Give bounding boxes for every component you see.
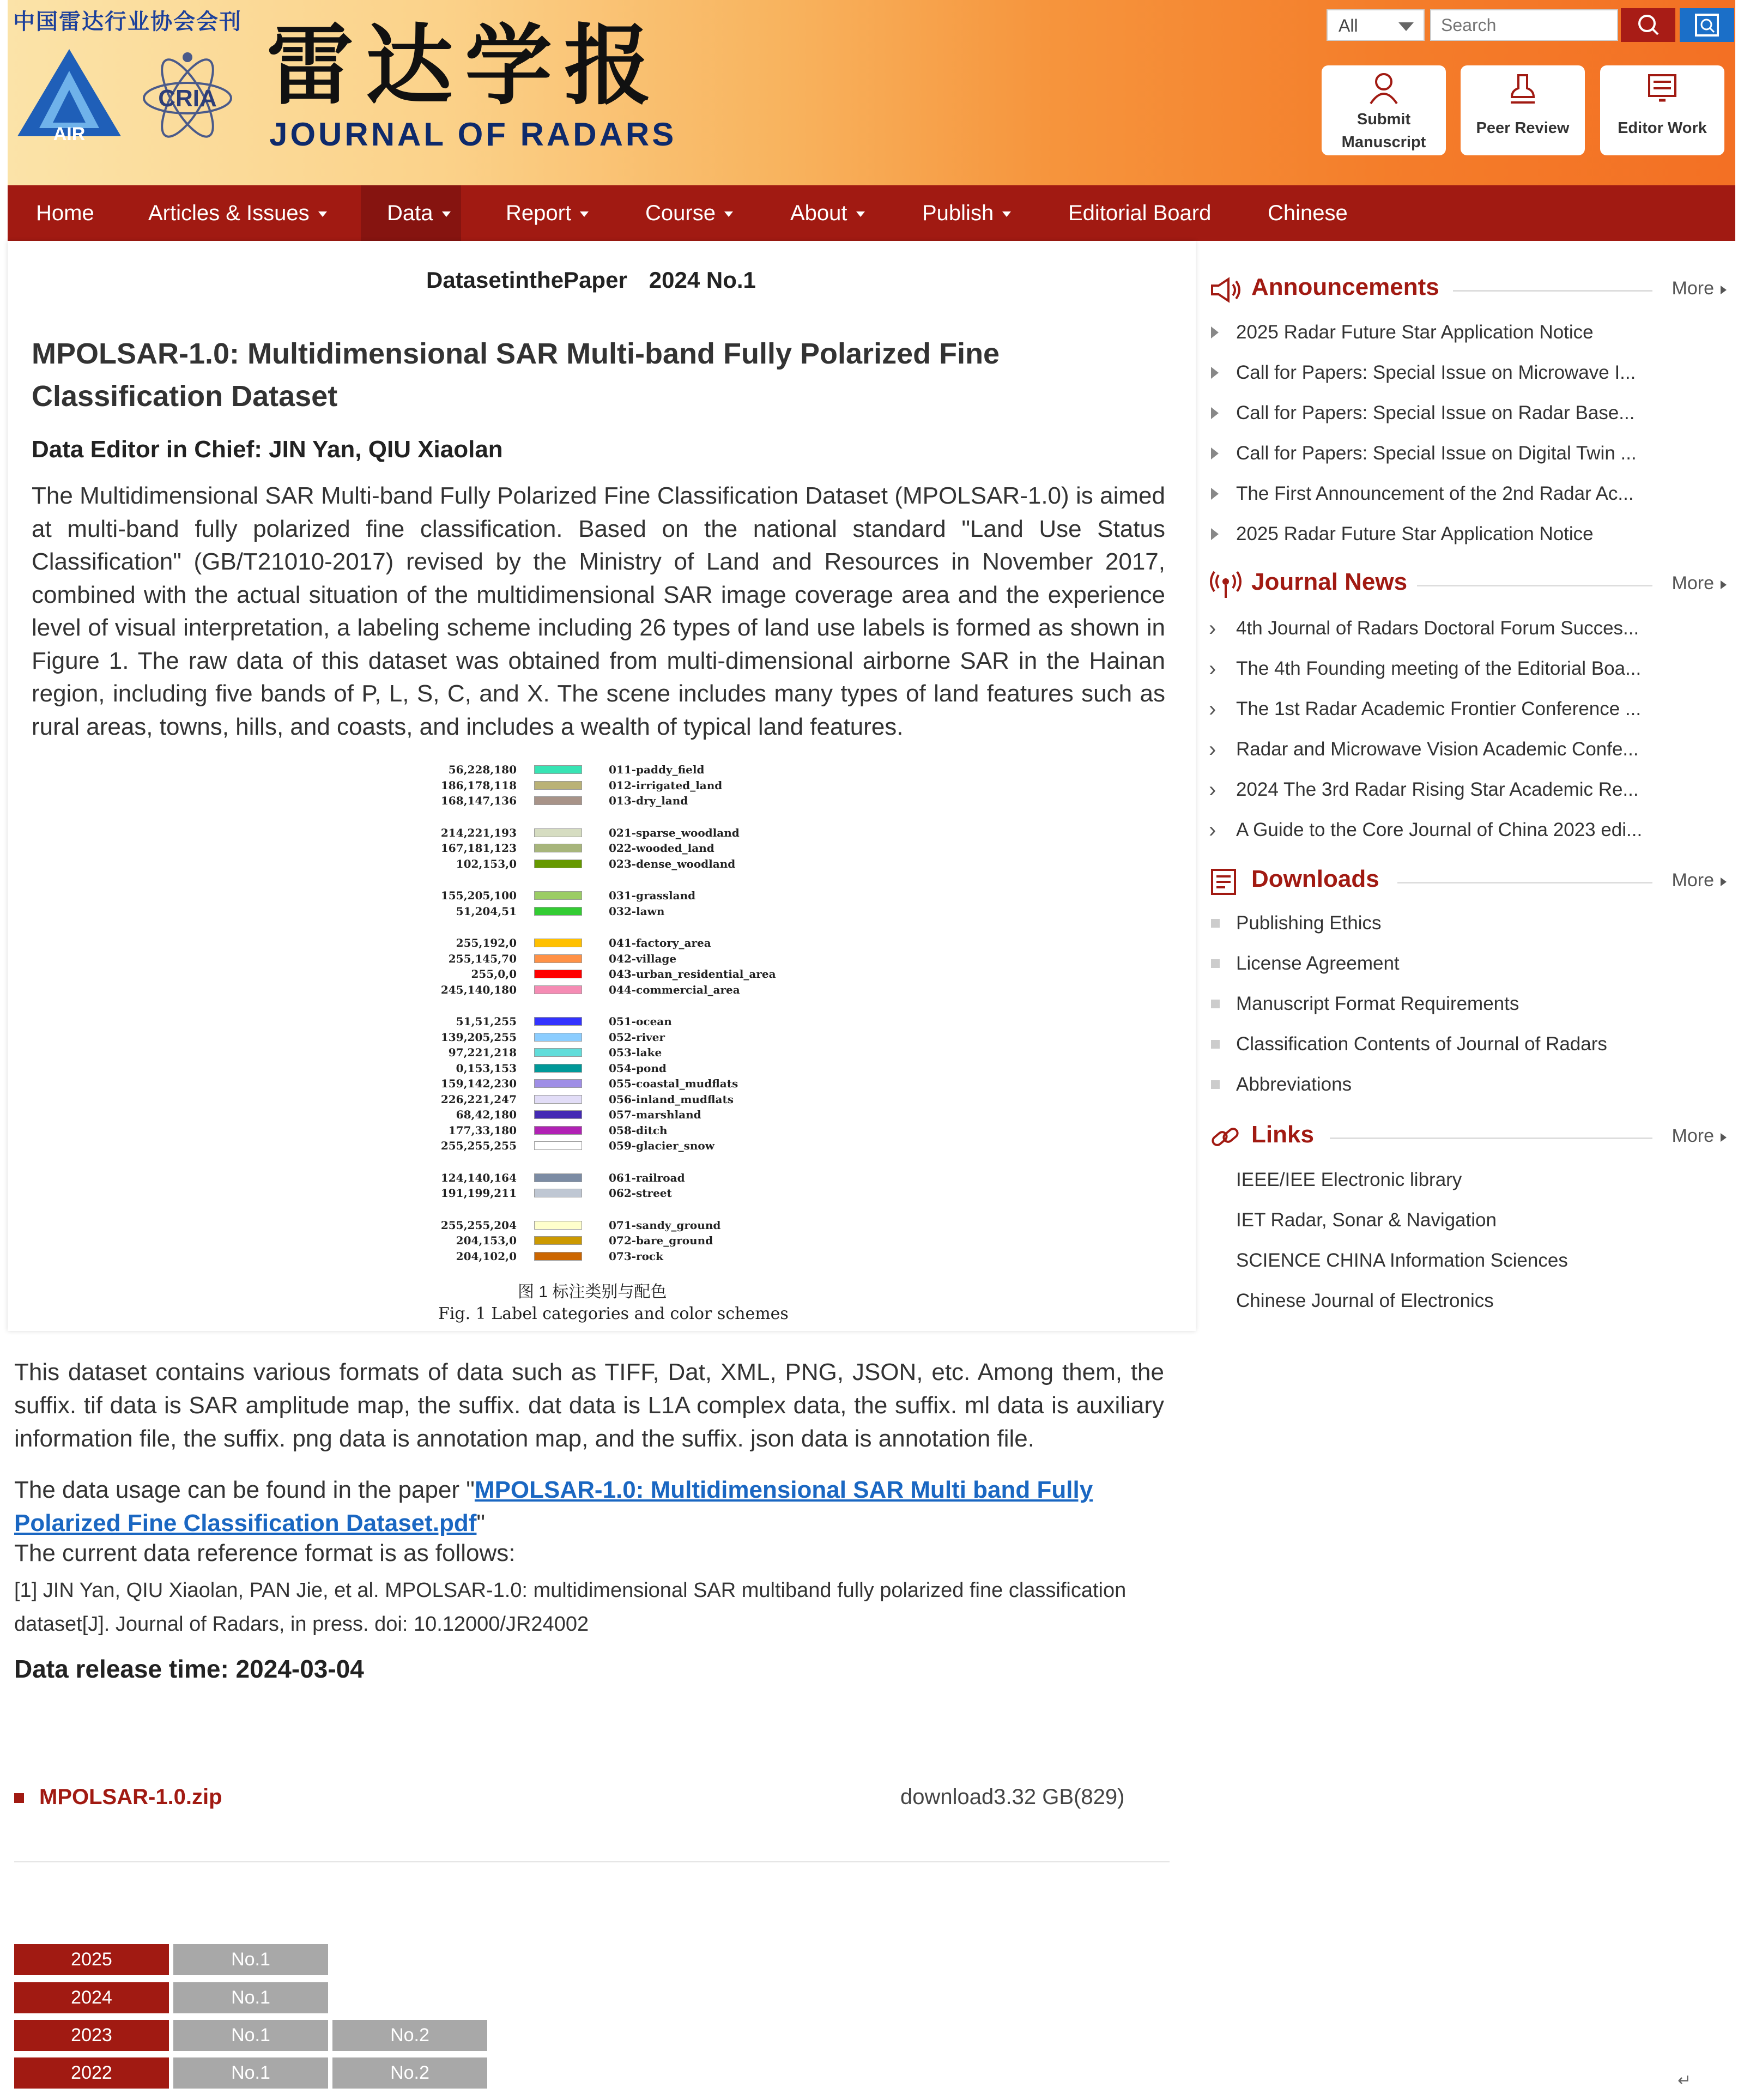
caret-down-icon: [1002, 211, 1011, 217]
legend-rgb-value: 168,147,136: [440, 794, 517, 807]
divider: [1397, 882, 1652, 883]
legend-row: [425, 1250, 807, 1263]
legend-rgb-value: 51,51,255: [456, 1015, 517, 1028]
triangle-right-icon: [1721, 877, 1727, 886]
bullet-icon: [14, 1793, 24, 1803]
nav-data[interactable]: [361, 185, 461, 241]
caret-down-icon: [580, 211, 589, 217]
document-icon: [1209, 868, 1243, 896]
paper-pdf-link[interactable]: MPOLSAR-1.0: Multidimensional SAR Multi band Fully Polarized Fine Classification Dataset.pdf: [14, 1476, 1093, 1536]
triangle-right-icon: [1211, 367, 1219, 379]
reference-citation: [1] JIN Yan, QIU Xiaolan, PAN Jie, et al. MPOLSAR-1.0: multidimensional SAR multiband fully polarized fine classification dataset[J]. Journal of Radars, in press. doi: 10.12000/JR24002: [14, 1579, 1127, 1636]
legend-color-swatch: [534, 1252, 582, 1261]
legend-row: [425, 1219, 807, 1232]
legend-row: [425, 826, 807, 839]
year-2022-button[interactable]: 2022: [14, 2057, 169, 2089]
legend-color-swatch: [534, 985, 582, 994]
year-2025-button[interactable]: 2025: [14, 1944, 169, 1975]
legend-row: [425, 1062, 807, 1075]
peer-review-button[interactable]: [1461, 65, 1585, 155]
legend-label-name: 071-sandy_ground: [609, 1218, 721, 1232]
air-logo[interactable]: [12, 46, 126, 142]
dataset-download-link[interactable]: MPOLSAR-1.0.zip: [39, 1785, 222, 1809]
chevron-right-icon: ›: [1209, 697, 1216, 721]
bullet-icon: [1211, 1080, 1220, 1089]
nav-course-label: Course: [645, 201, 716, 225]
news-title: Journal News: [1251, 568, 1408, 595]
news-item[interactable]: A Guide to the Core Journal of China 2023 edi...: [1236, 819, 1643, 840]
air-logo-text: AIR: [53, 124, 86, 142]
legend-rgb-value: 255,192,0: [456, 936, 517, 949]
nav-publish-label: Publish: [922, 201, 994, 225]
label-figure: [425, 763, 807, 1330]
triangle-right-icon: [1211, 447, 1219, 459]
announcement-item[interactable]: Call for Papers: Special Issue on Radar Base...: [1236, 402, 1635, 423]
megaphone-icon: [1209, 276, 1243, 304]
association-label: 中国雷达行业协会会刊: [13, 10, 242, 34]
legend-rgb-value: 167,181,123: [440, 842, 517, 855]
broadcast-icon: [1209, 571, 1243, 599]
formats-paragraph: This dataset contains various formats of data such as TIFF, Dat, XML, PNG, JSON, etc. Among them, the suffix. tif data is SAR amplitude map, the suffix. dat data is L1A complex data, the suffix. ml data is auxiliary information file, the suffix. png data is annotation map, and the suffix. json data is annotation file.: [14, 1359, 1164, 1452]
legend-row: [425, 1171, 807, 1184]
legend-label-name: 054-pond: [609, 1061, 667, 1075]
legend-label-name: 062-street: [609, 1187, 672, 1200]
issue-button[interactable]: No.1: [173, 1982, 328, 2013]
bullet-icon: [1211, 919, 1220, 928]
category-label[interactable]: DatasetinthePaper: [426, 267, 627, 293]
legend-rgb-value: 191,199,211: [440, 1187, 517, 1200]
legend-color-swatch: [534, 844, 582, 852]
legend-rgb-value: 102,153,0: [456, 857, 517, 870]
legend-color-swatch: [534, 1048, 582, 1057]
legend-color-swatch: [534, 796, 582, 805]
triangle-right-icon: [1211, 488, 1219, 500]
caret-down-icon: [318, 211, 327, 217]
usage-prefix: The data usage can be found in the paper ": [14, 1476, 475, 1503]
legend-color-swatch: [534, 970, 582, 978]
news-item[interactable]: The 1st Radar Academic Frontier Conference ...: [1236, 698, 1642, 719]
chevron-right-icon: ›: [1209, 737, 1216, 761]
issue-label[interactable]: 2024 No.1: [649, 267, 756, 293]
peer-review-label: Peer Review: [1476, 119, 1570, 137]
legend-rgb-value: 97,221,218: [448, 1046, 517, 1059]
editor-icon: [1646, 72, 1679, 106]
bullet-icon: [1211, 1040, 1220, 1049]
announcements-header: [1209, 274, 1727, 306]
legend-row: [425, 1077, 807, 1090]
usage-suffix: ": [476, 1510, 486, 1536]
download-item[interactable]: Classification Contents of Journal of Radars: [1236, 1033, 1607, 1055]
issue-button[interactable]: No.2: [332, 2020, 487, 2051]
dataset-abstract: The Multidimensional SAR Multi-band Fully Polarized Fine Classification Dataset (MPOLSAR-1.0) is aimed at multi-band fully polarized fine classification. Based on the national standard "Land Use Status Classification" (GB/T21010-2017) revised by the Ministry of Land and Resources in November 2017, combined with the actual situation of the multidimensional SAR image coverage area and the experience level of visual interpretation, a labeling scheme including 26 types of land use labels is formed as shown in Figure 1. The raw data of this dataset was obtained from multi-dimensional airborne SAR in the Hainan region, including five bands of P, L, S, C, and X. The scene includes many types of land features such as rural areas, towns, hills, and coasts, and includes a wealth of typical land features.: [32, 482, 1165, 740]
triangle-right-icon: [1211, 528, 1219, 540]
advanced-search-icon: [1680, 8, 1734, 42]
legend-rgb-value: 159,142,230: [440, 1077, 517, 1090]
chevron-down-icon: [1398, 22, 1414, 31]
nav-editorial-label: Editorial Board: [1068, 201, 1212, 225]
legend-row: [425, 936, 807, 949]
announcements-more-link[interactable]: [1672, 278, 1727, 299]
legend-rgb-value: 124,140,164: [440, 1171, 517, 1184]
more-label: More: [1672, 278, 1714, 299]
download-item[interactable]: Manuscript Format Requirements: [1236, 993, 1519, 1014]
download-item[interactable]: Publishing Ethics: [1236, 912, 1382, 934]
legend-color-swatch: [534, 1064, 582, 1073]
download-item[interactable]: Abbreviations: [1236, 1074, 1352, 1095]
legend-rgb-value: 204,102,0: [456, 1249, 517, 1263]
year-2024-button[interactable]: 2024: [14, 1982, 169, 2013]
announcement-item[interactable]: The First Announcement of the 2nd Radar Ac...: [1236, 483, 1634, 504]
legend-rgb-value: 255,145,70: [448, 952, 517, 965]
legend-label-name: 022-wooded_land: [609, 842, 714, 855]
figure-caption-cn: 图 1 标注类别与配色: [518, 1283, 667, 1301]
chevron-right-icon: ›: [1209, 778, 1216, 802]
nav-data-label: Data: [387, 201, 433, 225]
legend-color-swatch: [534, 1236, 582, 1245]
nav-about-label: About: [790, 201, 847, 225]
triangle-right-icon: [1211, 326, 1219, 338]
legend-rgb-value: 226,221,247: [440, 1092, 517, 1106]
news-header: [1209, 568, 1727, 601]
divider: [1417, 585, 1652, 586]
nav-home-label: Home: [36, 201, 94, 225]
dataset-title: MPOLSAR-1.0: Multidimensional SAR Multi-band Fully Polarized Fine Classification Dataset: [32, 337, 1000, 413]
year-2023-button[interactable]: 2023: [14, 2020, 169, 2051]
cria-logo[interactable]: [141, 46, 234, 144]
download-item[interactable]: License Agreement: [1236, 953, 1400, 974]
legend-color-swatch: [534, 1173, 582, 1182]
bullet-icon: [1211, 959, 1220, 968]
submit-label-1: Submit: [1357, 111, 1411, 128]
legend-label-name: 044-commercial_area: [609, 983, 740, 996]
data-editor: Data Editor in Chief: JIN Yan, QIU Xiaolan: [32, 436, 503, 463]
search-scope-value: All: [1339, 16, 1358, 35]
downloads-header: [1209, 866, 1727, 898]
legend-row: [425, 857, 807, 870]
main-nav: [8, 185, 1735, 241]
editor-work-label: Editor Work: [1618, 119, 1707, 137]
announcement-item[interactable]: Call for Papers: Special Issue on Digital Twin ...: [1236, 443, 1637, 464]
news-item[interactable]: 4th Journal of Radars Doctoral Forum Succes...: [1236, 618, 1639, 639]
legend-rgb-value: 155,205,100: [440, 889, 517, 902]
triangle-right-icon: [1721, 580, 1727, 589]
legend-rgb-value: 177,33,180: [448, 1123, 517, 1137]
return-mark: ↵: [1678, 2072, 1692, 2090]
search-input[interactable]: [1430, 9, 1618, 41]
legend-label-name: 061-railroad: [609, 1171, 685, 1184]
legend-row: [425, 1234, 807, 1247]
announcements-title: Announcements: [1251, 274, 1439, 300]
nav-home[interactable]: [36, 185, 94, 241]
caret-down-icon: [442, 211, 451, 217]
legend-color-swatch: [534, 860, 582, 868]
release-time: Data release time: 2024-03-04: [14, 1655, 364, 1683]
link-icon: [1209, 1123, 1243, 1152]
legend-color-swatch: [534, 954, 582, 963]
triangle-right-icon: [1721, 1133, 1727, 1142]
reference-intro: The current data reference format is as follows:: [14, 1540, 516, 1566]
legend-label-name: 031-grassland: [609, 889, 696, 902]
more-label: More: [1672, 870, 1714, 891]
legend-color-swatch: [534, 891, 582, 900]
figure-caption-en: Fig. 1 Label categories and color schemes: [438, 1304, 789, 1323]
nav-editorial-board[interactable]: [1068, 185, 1211, 241]
legend-label-name: 055-coastal_mudflats: [609, 1077, 738, 1090]
legend-color-swatch: [534, 765, 582, 774]
links-more-link[interactable]: [1672, 1125, 1727, 1147]
legend-color-swatch: [534, 1110, 582, 1119]
legend-rgb-value: 0,153,153: [456, 1061, 517, 1075]
nav-articles-label: Articles & Issues: [148, 201, 310, 225]
search-scope-select[interactable]: [1327, 9, 1425, 41]
legend-rgb-value: 139,205,255: [440, 1030, 517, 1044]
reviewer-icon: [1506, 72, 1539, 106]
external-link-item[interactable]: IEEE/IEE Electronic library: [1236, 1169, 1462, 1190]
legend-row: [425, 1031, 807, 1044]
divider: [14, 1861, 1170, 1862]
legend-color-swatch: [534, 1126, 582, 1135]
legend-label-name: 043-urban_residential_area: [609, 967, 776, 981]
nav-chinese-label: Chinese: [1268, 201, 1348, 225]
legend-label-name: 053-lake: [609, 1046, 662, 1059]
legend-label-name: 072-bare_ground: [609, 1234, 713, 1247]
legend-label-name: 041-factory_area: [609, 936, 711, 949]
download-info: download3.32 GB(829): [900, 1785, 1125, 1809]
legend-row: [425, 779, 807, 792]
search-button[interactable]: [1621, 8, 1675, 42]
legend-color-swatch: [534, 1189, 582, 1197]
legend-row: [425, 952, 807, 965]
legend-color-swatch: [534, 1141, 582, 1150]
legend-rgb-value: 186,178,118: [440, 778, 517, 792]
legend-color-swatch: [534, 939, 582, 947]
downloads-more-link[interactable]: [1672, 870, 1727, 891]
legend-row: [425, 794, 807, 807]
links-title: Links: [1251, 1121, 1314, 1148]
submit-label-2: Manuscript: [1341, 134, 1426, 151]
legend-label-name: 056-inland_mudflats: [609, 1092, 734, 1106]
legend-row: [425, 763, 807, 776]
legend-label-name: 023-dense_woodland: [609, 857, 736, 870]
legend-row: [425, 1046, 807, 1059]
issue-line: [426, 267, 778, 293]
external-link-item[interactable]: Chinese Journal of Electronics: [1236, 1290, 1494, 1311]
legend-label-name: 057-marshland: [609, 1108, 701, 1121]
more-label: More: [1672, 573, 1714, 594]
legend-rgb-value: 56,228,180: [448, 763, 517, 776]
nav-about[interactable]: [790, 185, 865, 241]
legend-row: [425, 905, 807, 918]
journal-title-english: JOURNAL OF RADARS: [269, 116, 677, 153]
external-link-item[interactable]: SCIENCE CHINA Information Sciences: [1236, 1250, 1568, 1271]
legend-row: [425, 1124, 807, 1137]
submit-manuscript-button[interactable]: [1322, 65, 1446, 155]
usage-paragraph: [14, 1473, 1104, 1540]
legend-rgb-value: 214,221,193: [440, 826, 517, 839]
legend-rgb-value: 255,255,204: [440, 1218, 517, 1232]
legend-row: [425, 1139, 807, 1152]
nav-publish[interactable]: [922, 185, 1011, 241]
legend-row: [425, 1093, 807, 1106]
triangle-right-icon: [1721, 286, 1727, 294]
legend-rgb-value: 68,42,180: [456, 1108, 517, 1121]
legend-rgb-value: 204,153,0: [456, 1234, 517, 1247]
legend-row: [425, 983, 807, 996]
legend-row: [425, 1187, 807, 1200]
legend-color-swatch: [534, 907, 582, 916]
news-more-link[interactable]: [1672, 573, 1727, 594]
issue-button[interactable]: No.1: [173, 2020, 328, 2051]
links-header: [1209, 1121, 1727, 1154]
legend-label-name: 042-village: [609, 952, 677, 965]
author-icon: [1367, 72, 1400, 106]
news-item[interactable]: The 4th Founding meeting of the Editorial Boa...: [1236, 658, 1642, 679]
chevron-right-icon: ›: [1209, 657, 1216, 681]
legend-label-name: 021-sparse_woodland: [609, 826, 740, 839]
legend-color-swatch: [534, 1017, 582, 1026]
legend-label-name: 073-rock: [609, 1249, 663, 1263]
chevron-right-icon: ›: [1209, 616, 1216, 640]
external-link-item[interactable]: IET Radar, Sonar & Navigation: [1236, 1209, 1497, 1231]
news-item[interactable]: Radar and Microwave Vision Academic Confe...: [1236, 739, 1639, 760]
legend-label-name: 012-irrigated_land: [609, 778, 723, 792]
divider: [1330, 1137, 1652, 1139]
legend-row: [425, 842, 807, 855]
divider: [1453, 290, 1652, 292]
announcement-item[interactable]: 2025 Radar Future Star Application Notice: [1236, 322, 1594, 343]
editor-work-button[interactable]: [1600, 65, 1724, 155]
news-item[interactable]: 2024 The 3rd Radar Rising Star Academic Re...: [1236, 779, 1639, 800]
legend-label-name: 059-glacier_snow: [609, 1139, 714, 1152]
legend-label-name: 052-river: [609, 1030, 665, 1044]
triangle-right-icon: [1211, 407, 1219, 419]
nav-articles-issues[interactable]: [148, 185, 327, 241]
journal-title-chinese: 雷达学报: [267, 14, 664, 117]
legend-color-swatch: [534, 1095, 582, 1104]
nav-report-label: Report: [506, 201, 572, 225]
legend-rgb-value: 255,255,255: [440, 1139, 517, 1152]
legend-color-swatch: [534, 828, 582, 837]
announcement-item[interactable]: 2025 Radar Future Star Application Notice: [1236, 523, 1594, 544]
bullet-icon: [1211, 1000, 1220, 1008]
legend-color-swatch: [534, 1033, 582, 1042]
downloads-title: Downloads: [1251, 866, 1379, 892]
chevron-right-icon: ›: [1209, 818, 1216, 842]
issue-button[interactable]: No.1: [173, 1944, 328, 1975]
site-header: [8, 0, 1735, 185]
legend-color-swatch: [534, 1221, 582, 1230]
legend-row: [425, 967, 807, 981]
legend-color-swatch: [534, 781, 582, 790]
cria-logo-text: CRIA: [158, 85, 217, 112]
issue-button[interactable]: No.2: [332, 2057, 487, 2089]
legend-label-name: 011-paddy_field: [609, 763, 705, 776]
nav-chinese[interactable]: [1268, 185, 1348, 241]
legend-color-swatch: [534, 1079, 582, 1088]
nav-course[interactable]: [645, 185, 733, 241]
legend-rgb-value: 51,204,51: [456, 904, 517, 918]
legend-rgb-value: 255,0,0: [471, 967, 517, 981]
legend-row: [425, 1108, 807, 1121]
legend-label-name: 013-dry_land: [609, 794, 688, 807]
legend-rgb-value: 245,140,180: [440, 983, 517, 996]
advanced-search-button[interactable]: [1680, 8, 1734, 42]
legend-row: [425, 889, 807, 902]
issue-button[interactable]: No.1: [173, 2057, 328, 2089]
caret-down-icon: [856, 211, 865, 217]
announcement-item[interactable]: Call for Papers: Special Issue on Microwave I...: [1236, 362, 1636, 383]
legend-label-name: 032-lawn: [609, 904, 665, 918]
more-label: More: [1672, 1125, 1714, 1146]
legend-row: [425, 1015, 807, 1028]
nav-report[interactable]: [506, 185, 589, 241]
legend-label-name: 051-ocean: [609, 1015, 672, 1028]
search-icon: [1621, 8, 1675, 42]
caret-down-icon: [724, 211, 733, 217]
legend-label-name: 058-ditch: [609, 1123, 668, 1137]
